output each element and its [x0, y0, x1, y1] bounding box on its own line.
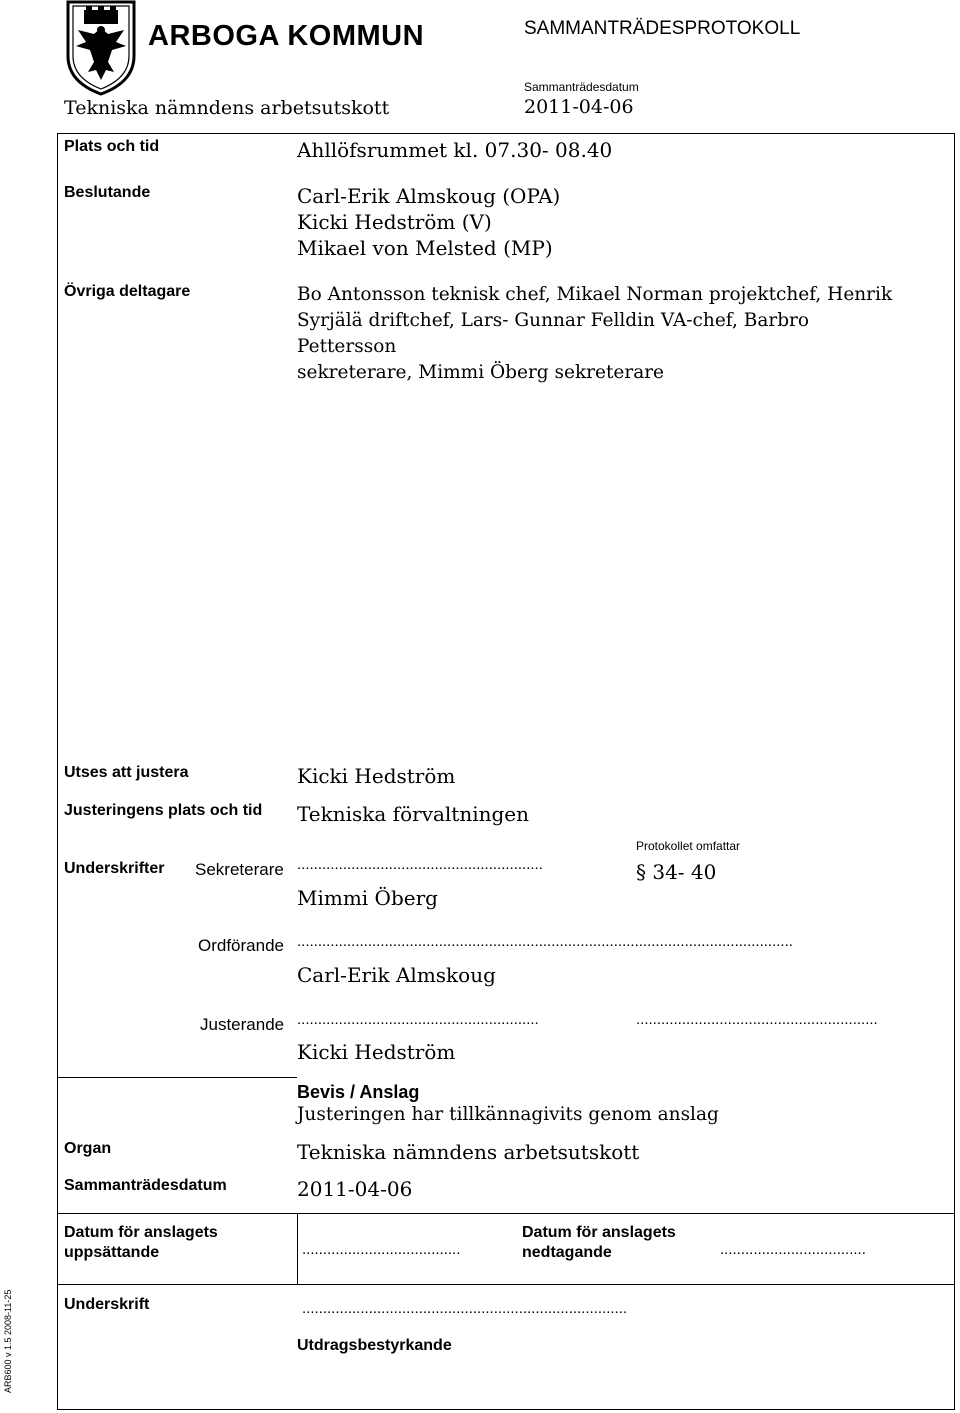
others-line: Bo Antonsson teknisk chef, Mikael Norman projektchef, Henrik — [297, 284, 893, 305]
others-line: sekreterare, Mimmi Öberg sekreterare — [297, 362, 665, 383]
signature-label: Underskrift — [64, 1296, 150, 1313]
signature-line: .............................................................................. — [302, 1300, 628, 1317]
secretary-signature-line: ........................................................... — [297, 856, 543, 873]
adjuster-signature-line: .......................................................... — [636, 1011, 878, 1028]
others-value — [297, 282, 897, 386]
chair-role: Ordförande — [198, 936, 284, 955]
adjuster-label: Utses att justera — [64, 764, 189, 781]
coat-of-arms-icon — [64, 0, 138, 96]
paragraph-range: § 34- 40 — [636, 860, 717, 884]
place-label: Plats och tid — [64, 138, 160, 155]
protocol-covers-label: Protokollet omfattar — [636, 839, 741, 853]
adjuster-signature-line: .......................................................... — [297, 1011, 539, 1028]
document-type: SAMMANTRÄDESPROTOKOLL — [524, 18, 801, 39]
secretary-name: Mimmi Öberg — [297, 886, 438, 910]
divider-rule — [297, 1213, 298, 1284]
certified-label: Utdragsbestyrkande — [297, 1337, 452, 1354]
chair-signature-line: ....................................................................................................................... — [297, 933, 793, 950]
adjuster-name: Kicki Hedström — [297, 1040, 456, 1064]
adjust-place-value: Tekniska förvaltningen — [297, 802, 530, 826]
divider-rule — [57, 1213, 955, 1214]
adjuster-role: Justerande — [200, 1015, 285, 1034]
divider-rule — [57, 1077, 297, 1078]
others-line: Syrjälä driftchef, Lars- Gunnar Felldin VA-chef, Barbro Pettersson — [297, 310, 810, 357]
notice-subtitle: Justeringen har tillkännagivits genom anslag — [297, 1104, 719, 1125]
divider-rule — [57, 1284, 955, 1285]
secretary-role: Sekreterare — [195, 860, 284, 879]
removed-date-label — [522, 1223, 676, 1263]
removed-date-label-line: Datum för anslagets — [522, 1224, 676, 1241]
meeting-date-label: Sammanträdesdatum — [524, 80, 639, 94]
adjuster-value: Kicki Hedström — [297, 764, 456, 788]
meeting-date: 2011-04-06 — [524, 96, 634, 118]
posted-date-label-line: Datum för anslagets — [64, 1224, 218, 1241]
notice-title: Bevis / Anslag — [297, 1082, 420, 1102]
organ-value: Tekniska nämndens arbetsutskott — [297, 1140, 640, 1164]
form-code: ARB600 v 1.5 2008-11-25 — [3, 1289, 13, 1393]
posted-date-line: ...................................... — [302, 1241, 461, 1258]
notice-date-label: Sammanträdesdatum — [64, 1177, 227, 1194]
others-label: Övriga deltagare — [64, 283, 191, 300]
signatures-label: Underskrifter — [64, 860, 165, 877]
chair-name: Carl-Erik Almskoug — [297, 963, 496, 987]
posted-date-label-line: uppsättande — [64, 1244, 160, 1261]
deciding-label: Beslutande — [64, 184, 151, 201]
place-value: Ahllöfsrummet kl. 07.30- 08.40 — [297, 138, 613, 162]
removed-date-line: ................................... — [720, 1241, 866, 1258]
committee-name: Tekniska nämndens arbetsutskott — [64, 97, 390, 119]
posted-date-label — [64, 1223, 218, 1263]
organ-label: Organ — [64, 1140, 112, 1157]
deciding-member: Mikael von Melsted (MP) — [297, 236, 553, 260]
adjust-place-label: Justeringens plats och tid — [64, 802, 263, 819]
deciding-member: Kicki Hedström (V) — [297, 210, 492, 234]
org-name: ARBOGA KOMMUN — [148, 20, 425, 52]
removed-date-label-line: nedtagande — [522, 1244, 612, 1261]
deciding-member: Carl-Erik Almskoug (OPA) — [297, 184, 561, 208]
notice-date-value: 2011-04-06 — [297, 1177, 413, 1201]
municipality-logo — [64, 0, 425, 96]
